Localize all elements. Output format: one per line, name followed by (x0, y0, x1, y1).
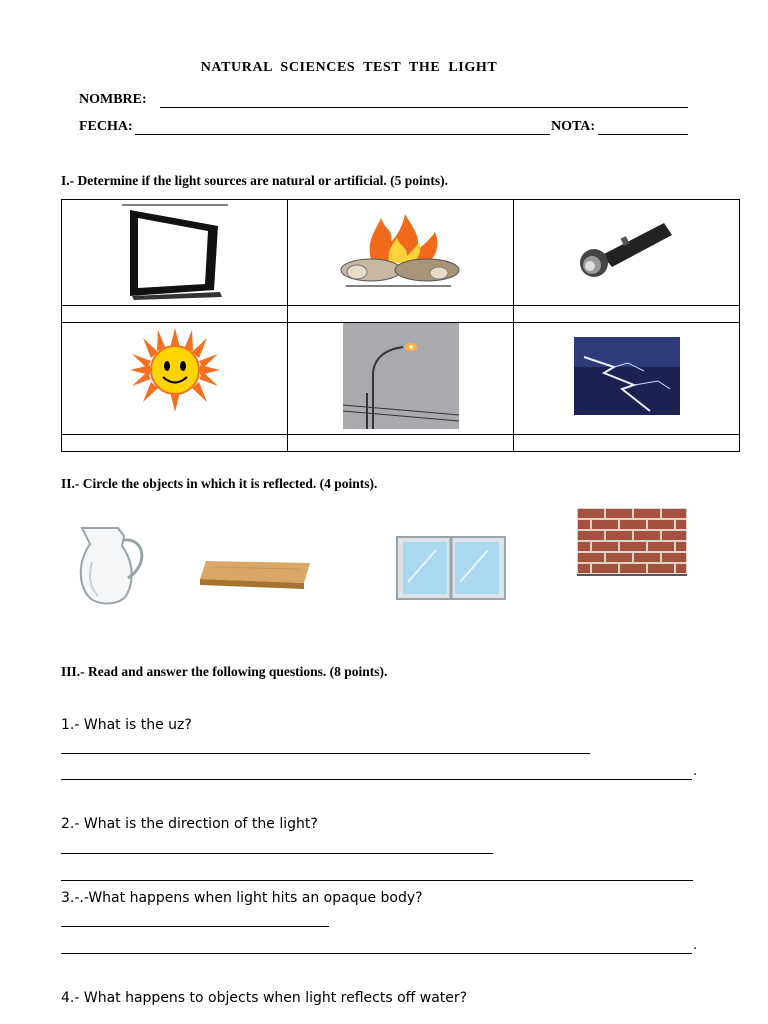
name-label: NOMBRE: (79, 92, 147, 107)
question-3: 3.-.-What happens when light hits an opaque body? (61, 890, 423, 906)
section2-heading: II.- Circle the objects in which it is reflected. (4 points). (61, 476, 378, 491)
answer-line-1b[interactable] (61, 779, 692, 780)
light-sources-table (61, 199, 740, 452)
answer-line-3b[interactable] (61, 953, 692, 954)
cell-street-lamp (288, 323, 514, 435)
question-4: 4.- What happens to objects when light reflects off water? (61, 990, 468, 1006)
glass-jug-icon[interactable] (68, 522, 154, 608)
question-1: 1.- What is the uz? (61, 717, 192, 733)
cell-television (62, 200, 288, 306)
sun-icon (120, 326, 230, 426)
answer-line-3a[interactable] (61, 926, 329, 927)
lightning-icon (574, 337, 680, 415)
question-2: 2.- What is the direction of the light? (61, 816, 318, 832)
answer-cell-5[interactable] (288, 435, 514, 452)
answer-cell-1[interactable] (62, 306, 288, 323)
cell-flashlight (514, 200, 740, 306)
answer-cell-2[interactable] (288, 306, 514, 323)
section1-heading: I.- Determine if the light sources are natural or artificial. (5 points). (61, 173, 448, 188)
window-icon[interactable] (396, 536, 506, 600)
television-icon (110, 200, 240, 300)
name-field[interactable] (160, 107, 688, 108)
campfire-icon (331, 210, 471, 290)
answer-cell-3[interactable] (514, 306, 740, 323)
flashlight-icon (572, 215, 682, 285)
answer-line-1b-end: . (693, 764, 698, 779)
wooden-board-icon[interactable] (198, 557, 312, 591)
date-label: FECHA: (79, 119, 133, 134)
cell-lightning (514, 323, 740, 435)
page-title: NATURAL SCIENCES TEST THE LIGHT (200, 60, 498, 75)
brick-wall-icon[interactable] (577, 508, 687, 576)
section3-heading: III.- Read and answer the following questions. (8 points). (61, 664, 388, 679)
answer-cell-4[interactable] (62, 435, 288, 452)
answer-line-2b[interactable] (61, 880, 693, 881)
answer-line-3b-end: . (693, 938, 698, 953)
cell-sun (62, 323, 288, 435)
answer-line-2a[interactable] (61, 853, 493, 854)
answer-cell-6[interactable] (514, 435, 740, 452)
cell-campfire (288, 200, 514, 306)
answer-line-1a[interactable] (61, 753, 590, 754)
grade-label: NOTA: (551, 119, 596, 134)
date-field[interactable] (135, 134, 550, 135)
street-lamp-icon (343, 323, 459, 429)
grade-field[interactable] (598, 134, 688, 135)
